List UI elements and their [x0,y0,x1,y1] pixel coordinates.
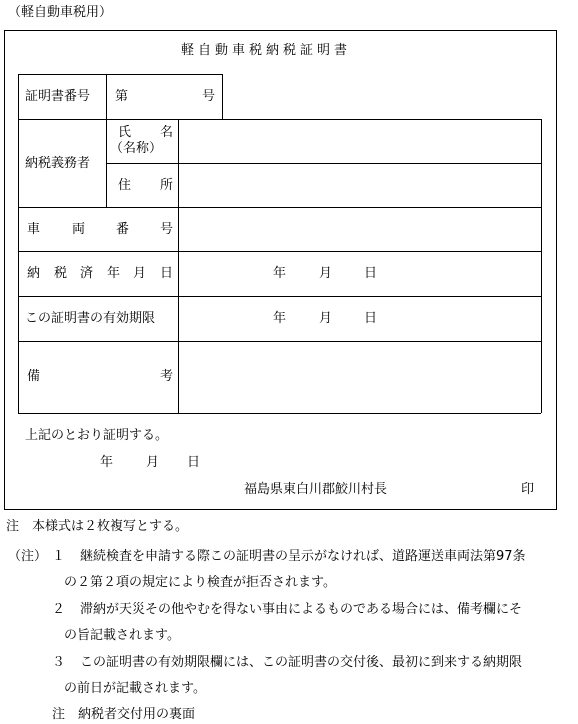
main-note: 注 本様式は２枚複写とする。 [6,519,189,534]
vehicle-number-label-2: 両 [72,222,86,237]
vehicle-number-label-1: 車 [27,222,41,237]
payment-year-unit: 年 [273,266,287,281]
payment-date-label-5: 月 [133,266,147,281]
payment-date-label-6: 日 [160,266,174,281]
notes-header: （注） [8,549,48,564]
address-label-1: 住 [118,178,132,193]
certify-year-unit: 年 [100,455,114,470]
address-label-2: 所 [160,178,174,193]
note-1-number: １ [52,549,66,564]
note-2-line-1: 滞納が天災その他やむを得ない事由によるものである場合には、備考欄にそ [80,602,523,617]
taxpayer-label: 納税義務者 [25,156,91,171]
cert-number-suffix: 号 [202,89,216,104]
validity-month-unit: 月 [319,311,333,326]
issuer-name: 福島県東白川郡鮫川村長 [244,482,388,497]
remarks-label-2: 考 [160,369,174,384]
validity-label: この証明書の有効期限 [25,311,156,326]
back-note: 注 納税者交付用の裏面 [52,707,196,722]
name-label-1: 氏 [118,125,132,140]
certify-day-unit: 日 [187,455,201,470]
certificate-title: 軽自動車税納税証明書 [181,43,352,58]
note-3-line-1: この証明書の有効期限欄には、この証明書の交付後、最初に到来する納期限 [80,655,523,670]
note-2-line-2: の旨記載されます。 [64,628,180,643]
vehicle-number-label-3: 番 [116,222,130,237]
note-2-number: ２ [52,602,66,617]
certify-text: 上記のとおり証明する。 [25,428,169,443]
payment-day-unit: 日 [364,266,378,281]
form-type-label: （軽自動車税用） [8,5,113,20]
name-sub-label: （名称） [110,141,163,156]
note-1-line-2: の２第２項の規定により検査が拒否されます。 [64,575,336,590]
payment-date-label-2: 税 [54,266,68,281]
note-3-line-2: の前日が記載されます。 [64,681,206,696]
validity-year-unit: 年 [273,311,287,326]
name-label-2: 名 [160,125,174,140]
payment-date-label-4: 年 [107,266,121,281]
cert-number-prefix: 第 [115,89,129,104]
vehicle-number-label-4: 号 [160,222,174,237]
remarks-label-1: 備 [27,369,41,384]
payment-date-label-3: 済 [80,266,94,281]
seal-mark: 印 [521,482,535,497]
note-1-line-1: 継続検査を申請する際この証明書の呈示がなければ、道路運送車両法第97条 [80,549,526,564]
validity-day-unit: 日 [364,311,378,326]
certify-month-unit: 月 [146,455,160,470]
cert-number-label: 証明書番号 [25,89,91,104]
payment-month-unit: 月 [319,266,333,281]
note-3-number: ３ [52,655,66,670]
payment-date-label-1: 納 [27,266,41,281]
